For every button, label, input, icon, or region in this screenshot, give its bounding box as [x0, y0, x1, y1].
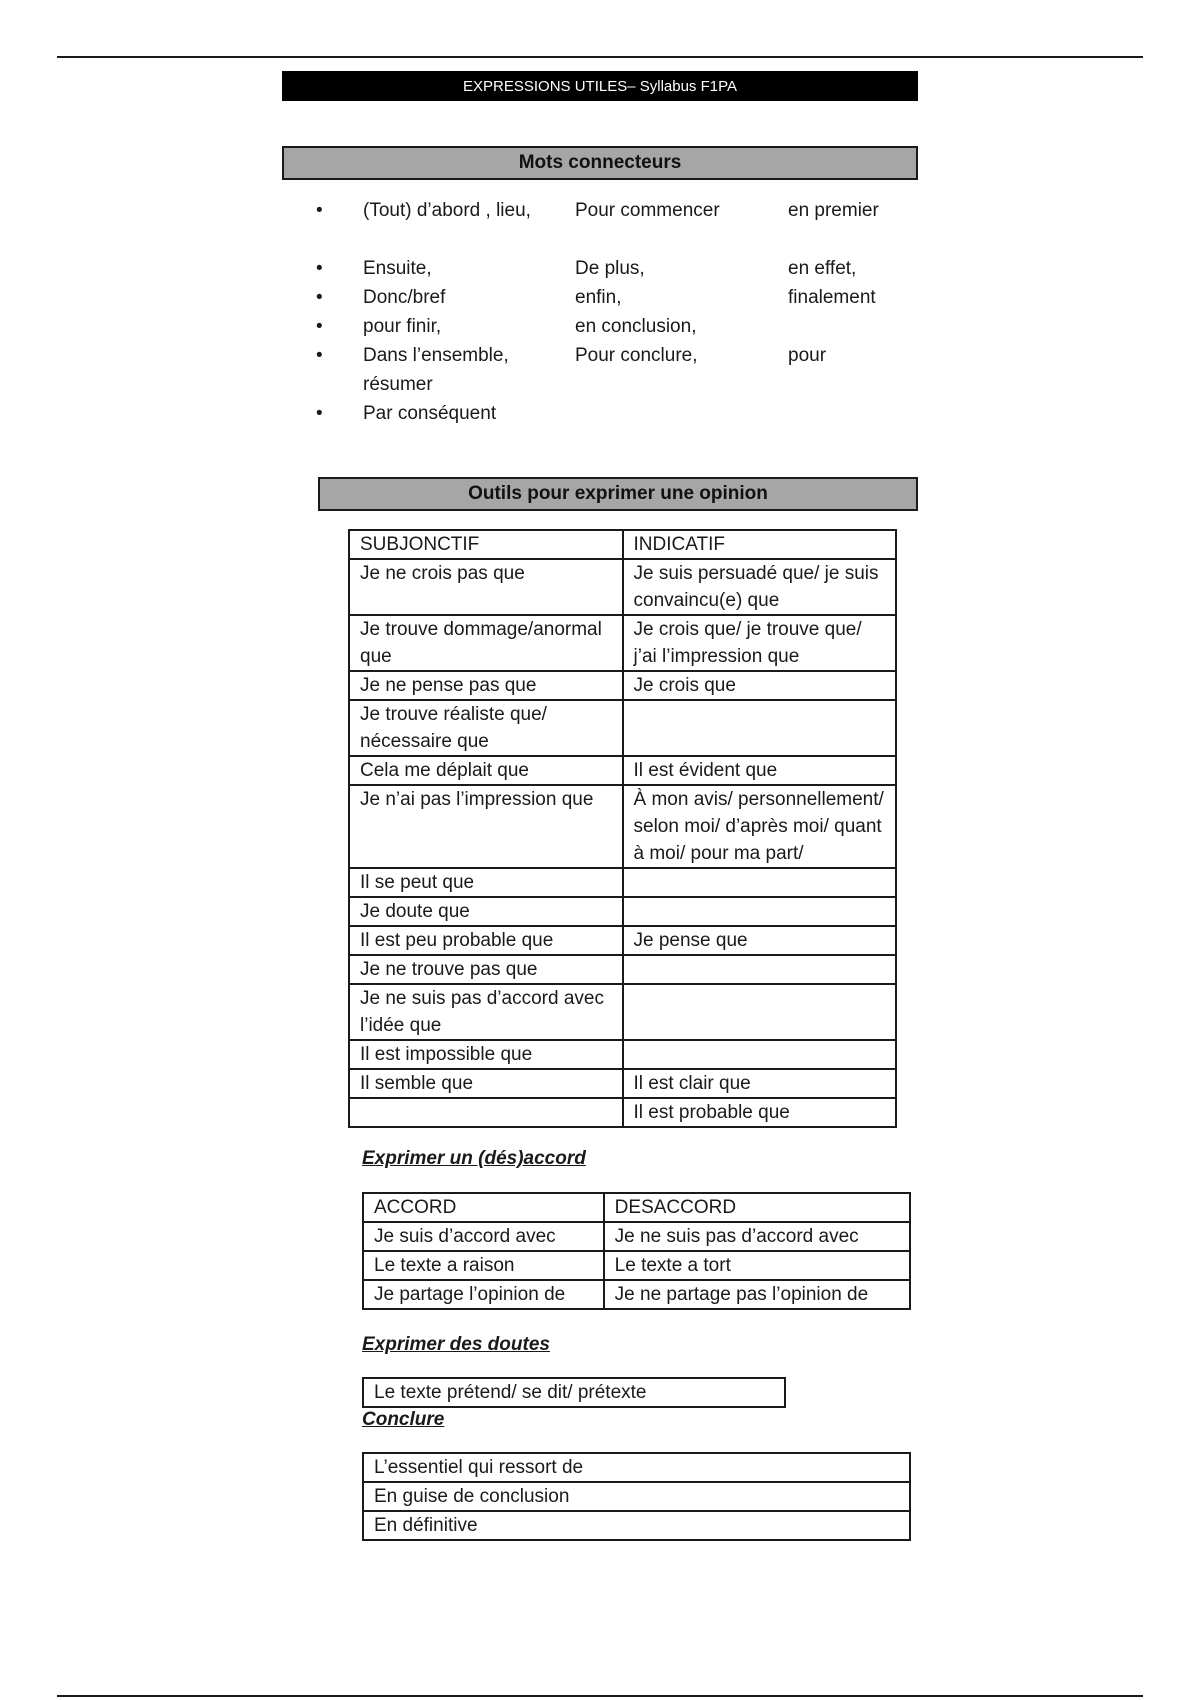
section-heading-text: Outils pour exprimer une opinion [468, 483, 768, 504]
table-cell [623, 868, 897, 897]
column-header: ACCORD [363, 1193, 604, 1222]
table-row [349, 1069, 896, 1098]
connecteur-row [316, 254, 916, 283]
table-cell: Le texte a raison [363, 1251, 604, 1280]
bullet-icon: • [316, 316, 323, 337]
table-row [363, 1511, 910, 1540]
table-cell: Il est clair que [623, 1069, 897, 1098]
connecteur-term: Pour commencer [575, 200, 720, 221]
connecteur-row [316, 312, 916, 341]
table-cell: Il est probable que [623, 1098, 897, 1127]
table-cell: En définitive [363, 1511, 910, 1540]
bullet-icon: • [316, 287, 323, 308]
table-row [349, 926, 896, 955]
accord-table [362, 1192, 911, 1310]
table-cell: Il est peu probable que [349, 926, 623, 955]
section-heading-text: Mots connecteurs [518, 152, 682, 173]
table-row [349, 1040, 896, 1069]
table-cell [623, 897, 897, 926]
table-row [349, 756, 896, 785]
table-cell: Je suis persuadé que/ je suis convaincu(e) que [623, 559, 897, 615]
table-row [349, 559, 896, 615]
table-row [349, 984, 896, 1040]
table-cell: Il se peut que [349, 868, 623, 897]
table-row [349, 1098, 896, 1127]
table-cell [623, 1040, 897, 1069]
connecteur-term: pour [788, 345, 827, 366]
table-cell: L’essentiel qui ressort de [363, 1453, 910, 1482]
table-cell: Je ne pense pas que [349, 671, 623, 700]
connecteur-term: (Tout) d’abord , lieu, [363, 200, 531, 221]
top-rule [57, 56, 1143, 58]
column-header: INDICATIF [623, 530, 897, 559]
bottom-rule [57, 1695, 1143, 1697]
table-cell: Je crois que [623, 671, 897, 700]
table-cell: Je suis d’accord avec [363, 1222, 604, 1251]
connecteur-row [316, 196, 916, 254]
bullet-icon: • [316, 200, 323, 221]
table-cell: Je pense que [623, 926, 897, 955]
connecteur-term: Dans l’ensemble, résumer [363, 345, 509, 395]
table-row [349, 955, 896, 984]
subheading-doutes: Exprimer des doutes [362, 1334, 550, 1355]
connecteur-row [316, 399, 916, 428]
subheading-accord: Exprimer un (dés)accord [362, 1148, 586, 1169]
opinion-table [348, 529, 897, 1128]
connecteur-term: Donc/bref [363, 287, 446, 308]
table-row [349, 671, 896, 700]
table-cell [623, 955, 897, 984]
table-cell: Il est impossible que [349, 1040, 623, 1069]
table-row [349, 785, 896, 868]
table-cell: Je trouve dommage/anormal que [349, 615, 623, 671]
table-cell: Je crois que/ je trouve que/ j’ai l’impression que [623, 615, 897, 671]
table-row [349, 868, 896, 897]
connecteur-row [316, 283, 916, 312]
connecteur-term: en effet, [788, 258, 857, 279]
section-heading-connecteurs [282, 146, 918, 180]
column-header: DESACCORD [604, 1193, 910, 1222]
connecteur-term: enfin, [575, 287, 622, 308]
table-cell: Je n’ai pas l’impression que [349, 785, 623, 868]
table-row [363, 1251, 910, 1280]
table-cell: Je ne trouve pas que [349, 955, 623, 984]
doutes-table [362, 1377, 786, 1408]
bullet-icon: • [316, 403, 323, 424]
connecteur-term: De plus, [575, 258, 645, 279]
table-cell [623, 984, 897, 1040]
connecteur-row [316, 341, 916, 399]
conclure-table [362, 1452, 911, 1541]
table-cell: Il est évident que [623, 756, 897, 785]
table-row [349, 700, 896, 756]
table-row [349, 897, 896, 926]
table-cell: Le texte a tort [604, 1251, 910, 1280]
table-cell: Le texte prétend/ se dit/ prétexte [363, 1378, 785, 1407]
table-row [363, 1453, 910, 1482]
section-heading-opinion [318, 477, 918, 511]
table-row [363, 1280, 910, 1309]
table-cell: En guise de conclusion [363, 1482, 910, 1511]
connecteur-term: en premier [788, 200, 879, 221]
table-row [363, 1222, 910, 1251]
connecteur-term: finalement [788, 287, 876, 308]
connecteur-term: pour finir, [363, 316, 442, 337]
table-cell: Je ne suis pas d’accord avec [604, 1222, 910, 1251]
table-row [349, 530, 896, 559]
table-cell: Je trouve réaliste que/ nécessaire que [349, 700, 623, 756]
table-row [363, 1482, 910, 1511]
document-title: EXPRESSIONS UTILES– Syllabus F1PA [463, 77, 737, 95]
table-row [363, 1193, 910, 1222]
connecteur-term: Pour conclure, [575, 345, 698, 366]
table-cell: Il semble que [349, 1069, 623, 1098]
table-cell [623, 700, 897, 756]
bullet-icon: • [316, 345, 323, 366]
table-cell [349, 1098, 623, 1127]
table-row [363, 1378, 785, 1407]
connecteur-term: Par conséquent [363, 403, 497, 424]
connecteur-term: Ensuite, [363, 258, 432, 279]
connecteur-term: en conclusion, [575, 316, 697, 337]
table-cell: À mon avis/ personnellement/ selon moi/ d’après moi/ quant à moi/ pour ma part/ [623, 785, 897, 868]
document-title-bar [282, 71, 918, 101]
table-cell: Je doute que [349, 897, 623, 926]
connecteurs-list [316, 196, 916, 428]
table-cell: Je ne suis pas d’accord avec l’idée que [349, 984, 623, 1040]
table-cell: Je partage l’opinion de [363, 1280, 604, 1309]
column-header: SUBJONCTIF [349, 530, 623, 559]
subheading-conclure: Conclure [362, 1409, 445, 1430]
bullet-icon: • [316, 258, 323, 279]
table-cell: Cela me déplait que [349, 756, 623, 785]
table-row [349, 615, 896, 671]
table-cell: Je ne partage pas l’opinion de [604, 1280, 910, 1309]
table-cell: Je ne crois pas que [349, 559, 623, 615]
